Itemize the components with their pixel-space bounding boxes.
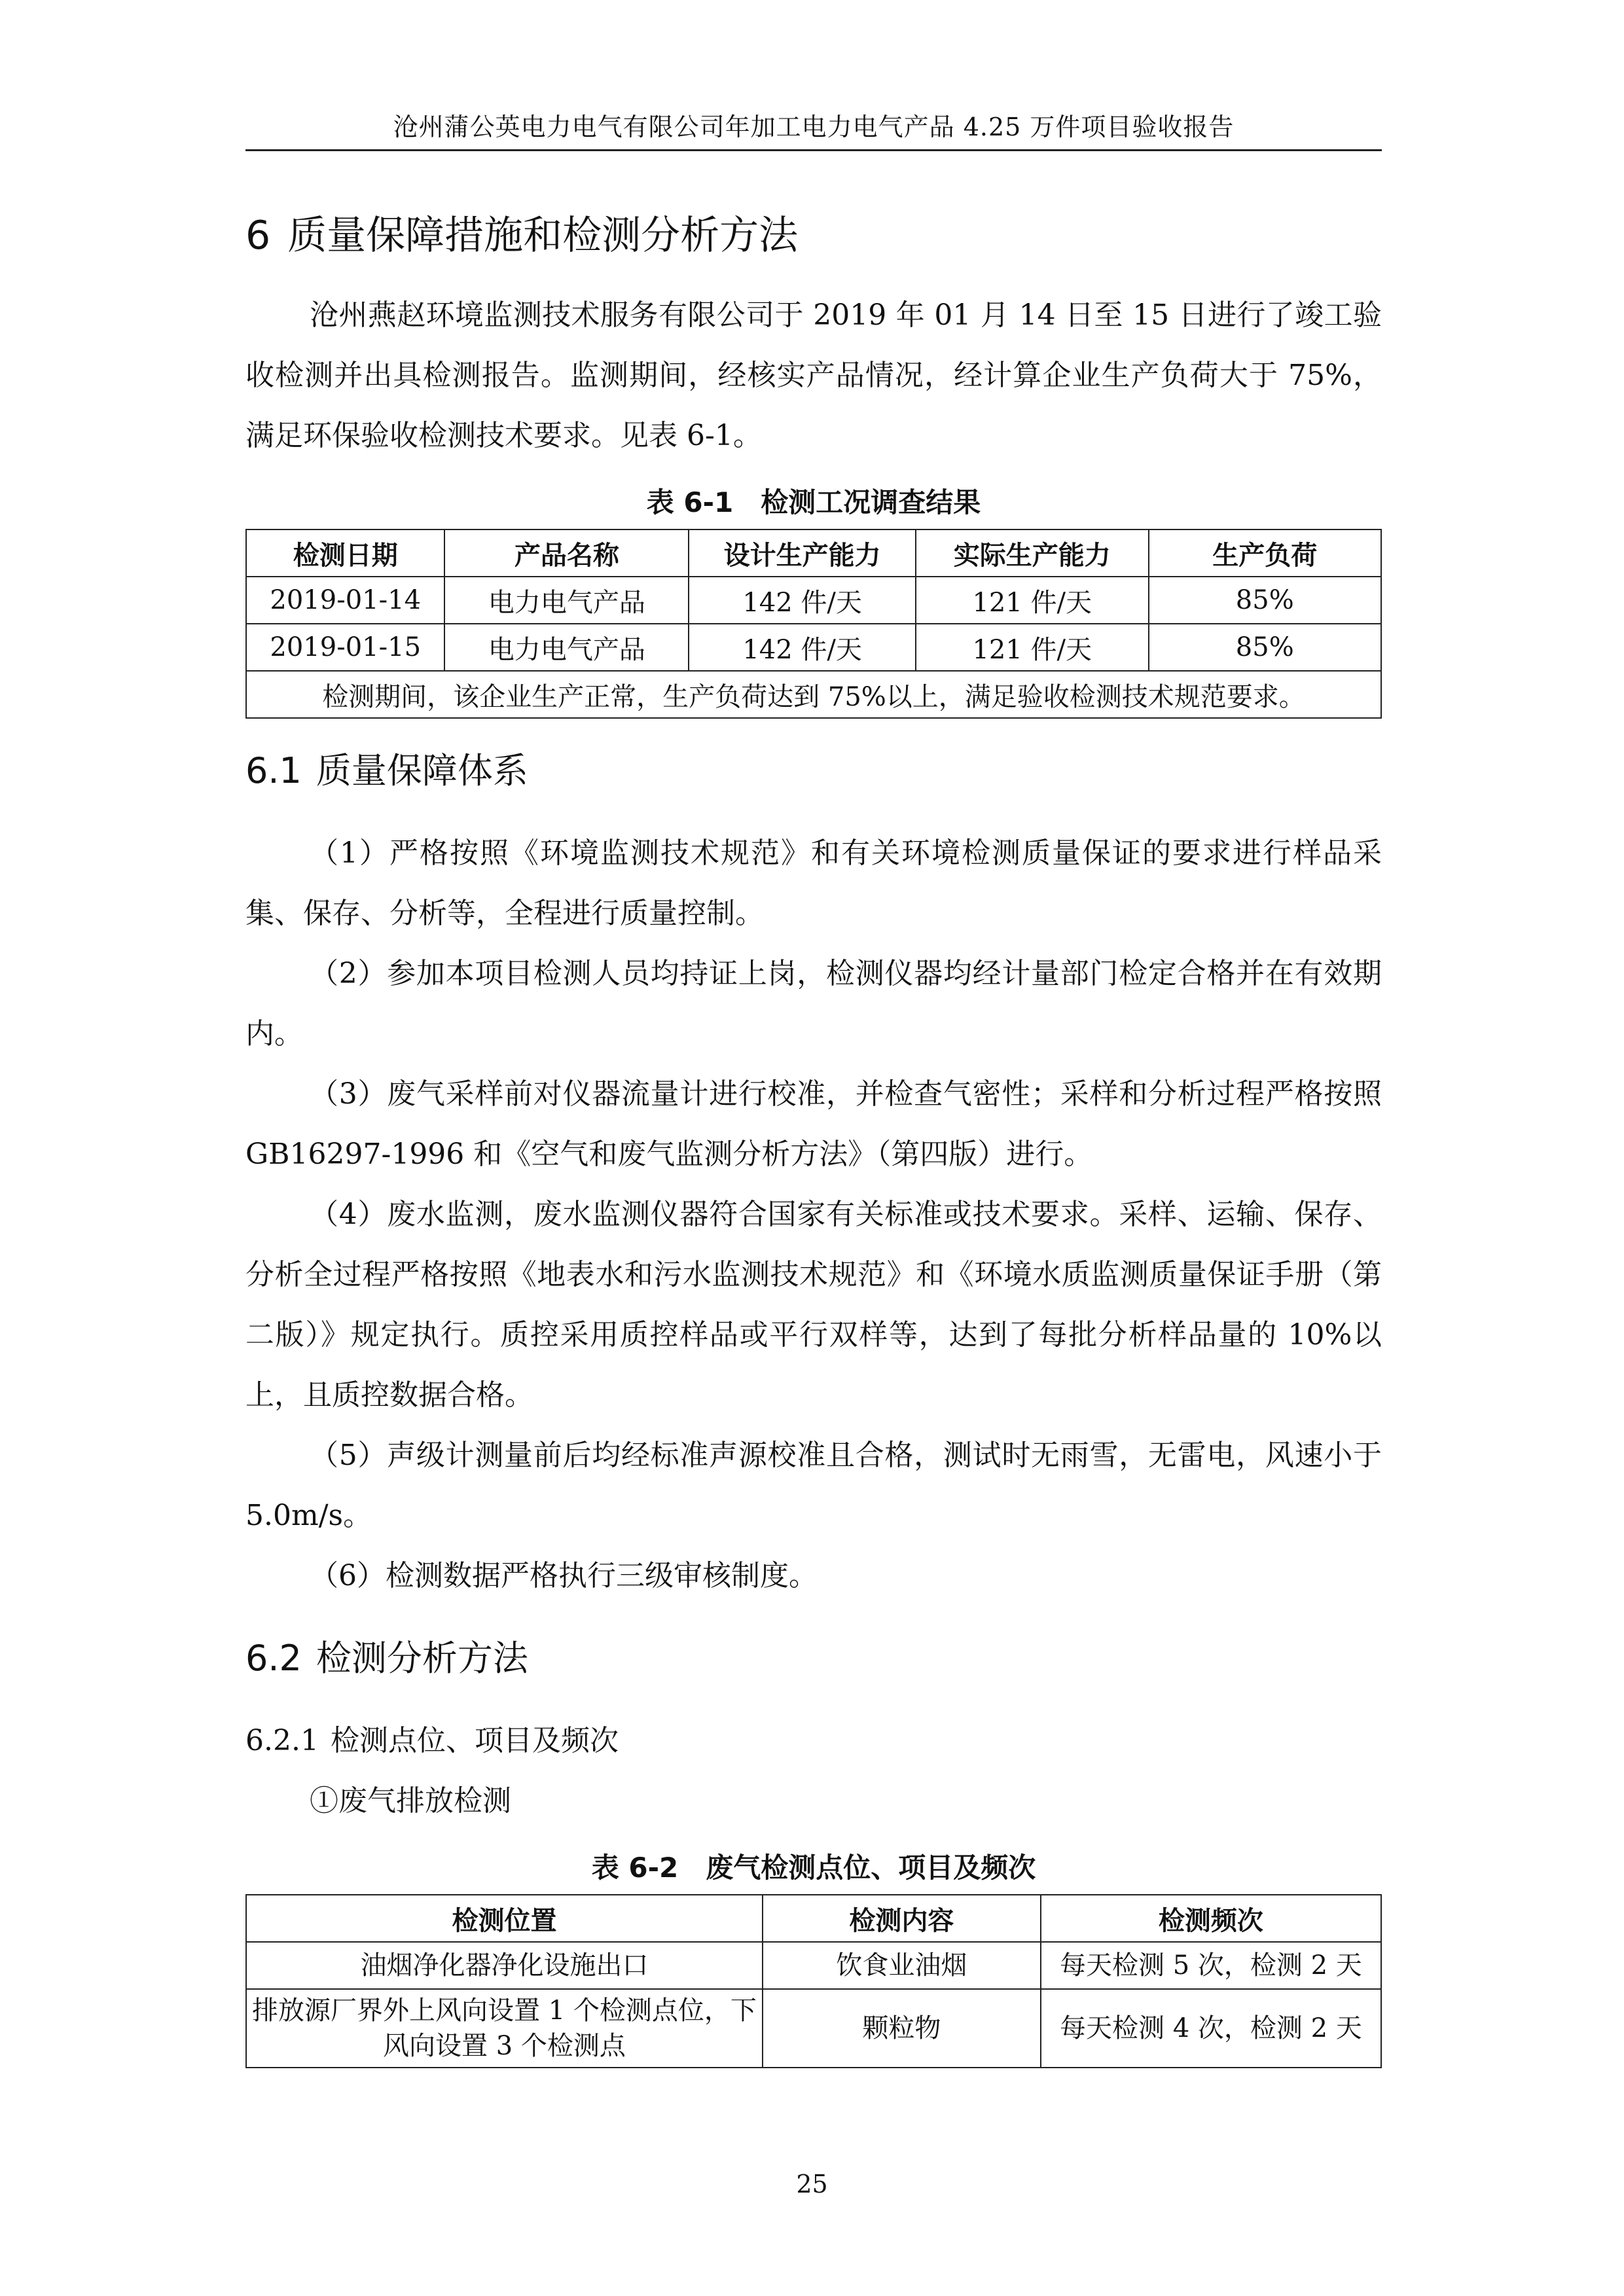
header-rule [245, 149, 1382, 151]
table-cell: 电力电气产品 [444, 577, 689, 624]
table-row [246, 1989, 1381, 2068]
table-cell: 85% [1149, 624, 1382, 671]
table-cell: 饮食业油烟 [763, 1942, 1041, 1989]
bullet-heading: ①废气排放检测 [310, 1784, 511, 1818]
table-cell: 颗粒物 [763, 1989, 1041, 2068]
section-title: 检测分析方法 [316, 1638, 528, 1679]
header-cell: 检测内容 [763, 1895, 1041, 1942]
section-6-1-heading [245, 747, 1382, 795]
list-item: （2）参加本项目检测人员均持证上岗，检测仪器均经计量部门检定合格并在有效期内。 [245, 957, 1382, 1050]
table-row [246, 1942, 1381, 1989]
header-cell: 实际生产能力 [916, 529, 1148, 577]
table-6-2-caption [245, 1848, 1382, 1888]
table-cell: 每天检测 5 次，检测 2 天 [1041, 1942, 1381, 1989]
caption-number: 表 6-2 [591, 1852, 679, 1884]
list-item: （5）声级计测量前后均经标准声源校准且合格，测试时无雨雪，无雷电，风速小于 5.0m/s。 [245, 1439, 1382, 1532]
header-cell: 检测日期 [246, 529, 444, 577]
caption-number: 表 6-1 [646, 486, 734, 518]
section-number: 6.1 [245, 750, 302, 791]
table-row [246, 577, 1381, 624]
table-note-row [246, 671, 1381, 718]
header-cell: 设计生产能力 [689, 529, 916, 577]
section-title: 质量保障体系 [316, 750, 528, 791]
table-cell: 85% [1149, 577, 1382, 624]
table-cell: 油烟净化器净化设施出口 [246, 1942, 763, 1989]
table-cell: 142 件/天 [689, 624, 916, 671]
table-6-2 [245, 1894, 1382, 2068]
subsection-title: 检测点位、项目及频次 [330, 1724, 619, 1757]
page-content [245, 196, 1382, 2068]
section-6-2-heading [245, 1635, 1382, 1682]
table-6-1-caption [245, 483, 1382, 522]
table-cell: 121 件/天 [916, 624, 1148, 671]
header-cell: 检测频次 [1041, 1895, 1381, 1942]
section-6-heading [245, 209, 1382, 262]
table-cell: 每天检测 4 次，检测 2 天 [1041, 1989, 1381, 2068]
caption-title: 检测工况调查结果 [761, 486, 981, 518]
table-row [246, 624, 1381, 671]
table-cell: 121 件/天 [916, 577, 1148, 624]
header-cell: 生产负荷 [1149, 529, 1382, 577]
running-header: 沧州蒲公英电力电气有限公司年加工电力电气产品 4.25 万件项目验收报告 [393, 113, 1235, 141]
subsection-6-2-1-heading [245, 1711, 1382, 1771]
caption-title: 废气检测点位、项目及频次 [706, 1852, 1036, 1884]
table-cell: 2019-01-15 [246, 624, 444, 671]
table-cell: 排放源厂界外上风向设置 1 个检测点位，下风向设置 3 个检测点 [246, 1989, 763, 2068]
table-cell: 142 件/天 [689, 577, 916, 624]
list-item: （6）检测数据严格执行三级审核制度。 [310, 1559, 818, 1592]
header-cell: 产品名称 [444, 529, 689, 577]
table-header-row [246, 1895, 1381, 1942]
list-item: （3）废气采样前对仪器流量计进行校准，并检查气密性；采样和分析过程严格按照 GB16297-1996 和《空气和废气监测分析方法》（第四版）进行。 [245, 1077, 1382, 1171]
page-number: 25 [796, 2170, 828, 2198]
intro-paragraph: 沧州燕赵环境监测技术服务有限公司于 2019 年 01 月 14 日至 15 日进行了竣工验收检测并出具检测报告。监测期间，经核实产品情况，经计算企业生产负荷大于 75%，满足环保验收检测技术要求。见表 6-1。 [245, 298, 1382, 452]
table-header-row [246, 529, 1381, 577]
section-title: 质量保障措施和检测分析方法 [287, 213, 799, 259]
list-item: （1）严格按照《环境监测技术规范》和有关环境检测质量保证的要求进行样品采集、保存、分析等，全程进行质量控制。 [245, 836, 1382, 930]
table-cell: 电力电气产品 [444, 624, 689, 671]
table-note: 检测期间，该企业生产正常，生产负荷达到 75%以上，满足验收检测技术规范要求。 [246, 671, 1381, 718]
subsection-number: 6.2.1 [245, 1724, 319, 1757]
list-item: （4）废水监测，废水监测仪器符合国家有关标准或技术要求。采样、运输、保存、分析全过程严格按照《地表水和污水监测技术规范》和《环境水质监测质量保证手册（第二版）》规定执行。质控采用质控样品或平行双样等，达到了每批分析样品量的 10%以上，且质控数据合格。 [245, 1198, 1382, 1412]
table-cell: 2019-01-14 [246, 577, 444, 624]
table-6-1 [245, 529, 1382, 719]
section-number: 6 [245, 213, 271, 259]
section-number: 6.2 [245, 1638, 302, 1679]
header-cell: 检测位置 [246, 1895, 763, 1942]
